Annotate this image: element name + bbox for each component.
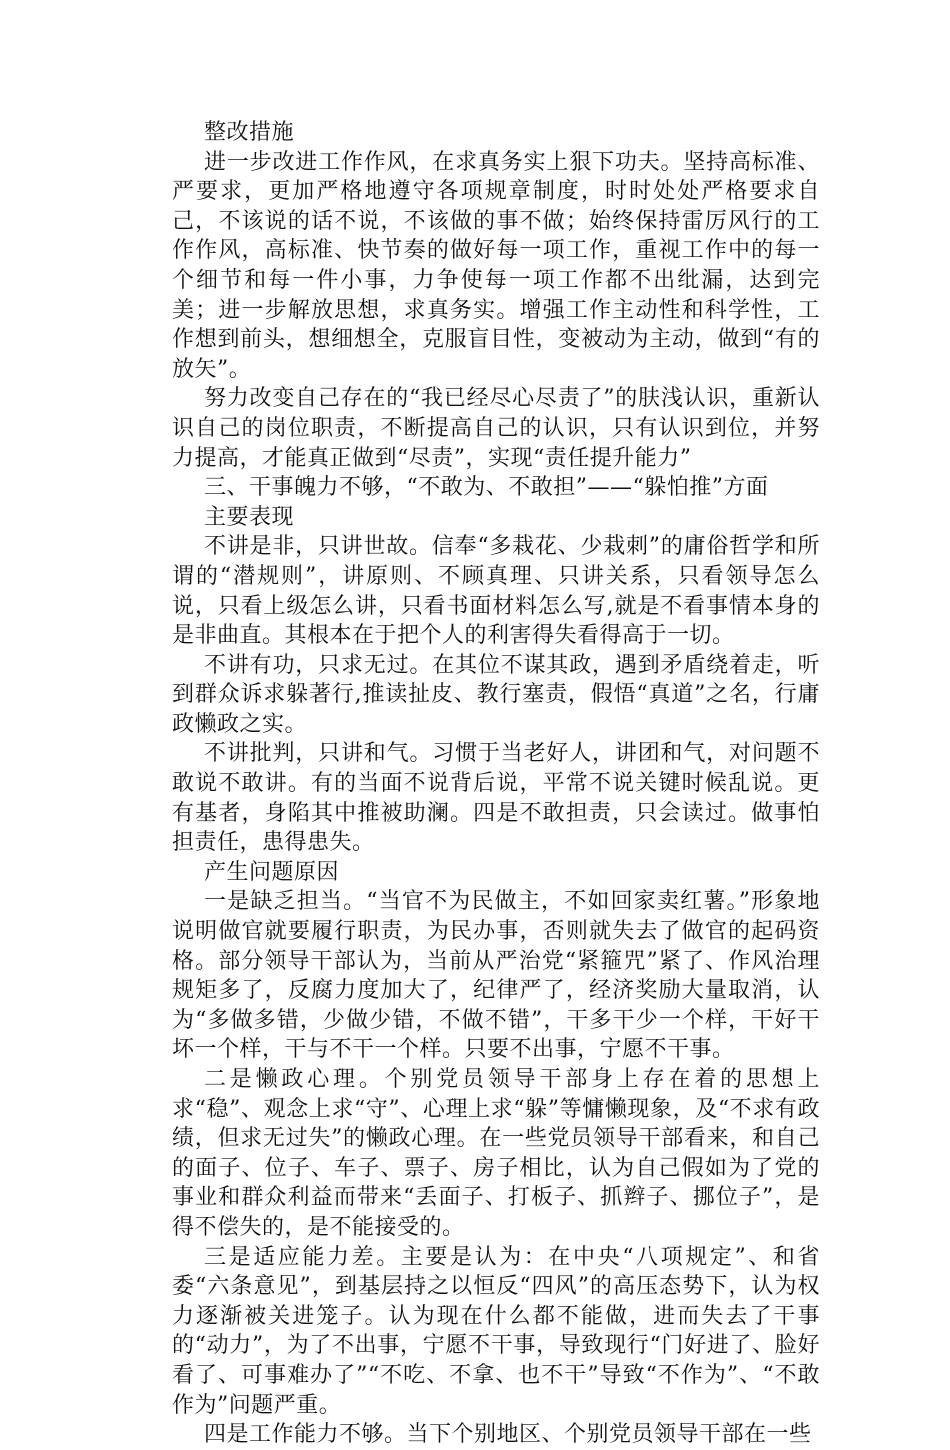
document-body [172,118,820,1450]
paragraph: 进一步改进工作作风，在求真务实上狠下功夫。坚持高标准、严要求，更加严格地遵守各项规章制度，时时处处严格要求自己，不该说的话不说，不该做的事不做；始终保持雷厉风行的工作作风，高标准、快节奏的做好每一项工作，重视工作中的每一个细节和每一件小事，力争使每一项工作都不出纰漏，达到完美；进一步解放思想，求真务实。增强工作主动性和科学性，工作想到前头，想细想全，克服盲目性，变被动为主动，做到“有的放矢”。 [172,149,820,382]
section-heading-causes: 产生问题原因 [204,859,340,885]
paragraph: 三是适应能力差。主要是认为：在中央“八项规定”、和省委“六条意见”，到基层持之以恒反“四风”的高压态势下，认为权力逐渐被关进笼子。认为现在什么都不能做，进而失去了干事的“动力”，为了不出事，宁愿不干事，导致现行“门好进了、脸好看了、可事难办了”“不吃、不拿、也不干”导致“不作为”、“不敢作为”问题严重。 [172,1244,820,1418]
paragraph: 努力改变自己存在的“我已经尽心尽责了”的肤浅认识，重新认识自己的岗位职责，不断提高自己的认识，只有认识到位，并努力提高，才能真正做到“尽责”，实现“责任提升能力” [172,386,820,471]
paragraph: 不讲批判，只讲和气。习惯于当老好人，讲团和气，对问题不敢说不敢讲。有的当面不说背后说，平常不说关键时候乱说。更有基者，身陷其中推被助澜。四是不敢担责，只会读过。做事怕担责任，患得患失。 [172,741,820,856]
section-heading-main-manifestations: 主要表现 [204,504,295,530]
paragraph: 二是懒政心理。个别党员领导干部身上存在着的思想上求“稳”、观念上求“守”、心理上求“躲”等慵懒现象，及“不求有政绩，但求无过失”的懒政心理。在一些党员领导干部看来，和自己的面子、位子、车子、票子、房子相比，认为自己假如为了党的事业和群众利益而带来“丢面子、打板子、抓辫子、挪位子”，是得不偿失的，是不能接受的。 [172,1067,820,1240]
section-heading-three: 三、干事魄力不够，“不敢为、不敢担”——“躲怕推”方面 [204,475,769,501]
section-heading-rectification: 整改措施 [204,120,295,145]
paragraph: 一是缺乏担当。“当官不为民做主，不如回家卖红薯。”形象地说明做官就要履行职责，为民办事，否则就失去了做官的起码资格。部分领导干部认为，当前从严治党“紧箍咒”紧了、作风治理规矩多了，反腐力度加大了，纪律严了，经济奖励大量取消，认为“多做多错，少做少错，不做不错”，干多干少一个样，干好干坏一个样，干与不干一个样。只要不出事，宁愿不干事。 [172,889,820,1063]
paragraph: 不讲有功，只求无过。在其位不谋其政，遇到矛盾绕着走，听到群众诉求躲著行,推读扯皮、教行塞责，假悟“真道”之名，行庸政懒政之实。 [172,652,820,737]
paragraph: 不讲是非，只讲世故。信奉“多栽花、少栽刺”的庸俗哲学和所谓的“潜规则”，讲原则、不顾真理、只讲关系，只看领导怎么说，只看上级怎么讲，只看书面材料怎么写,就是不看事情本身的是非曲直。其根本在于把个人的利害得失看得高于一切。 [172,534,820,649]
paragraph: 四是工作能力不够。当下个别地区、个别党员领导干部在一些 [204,1422,812,1448]
